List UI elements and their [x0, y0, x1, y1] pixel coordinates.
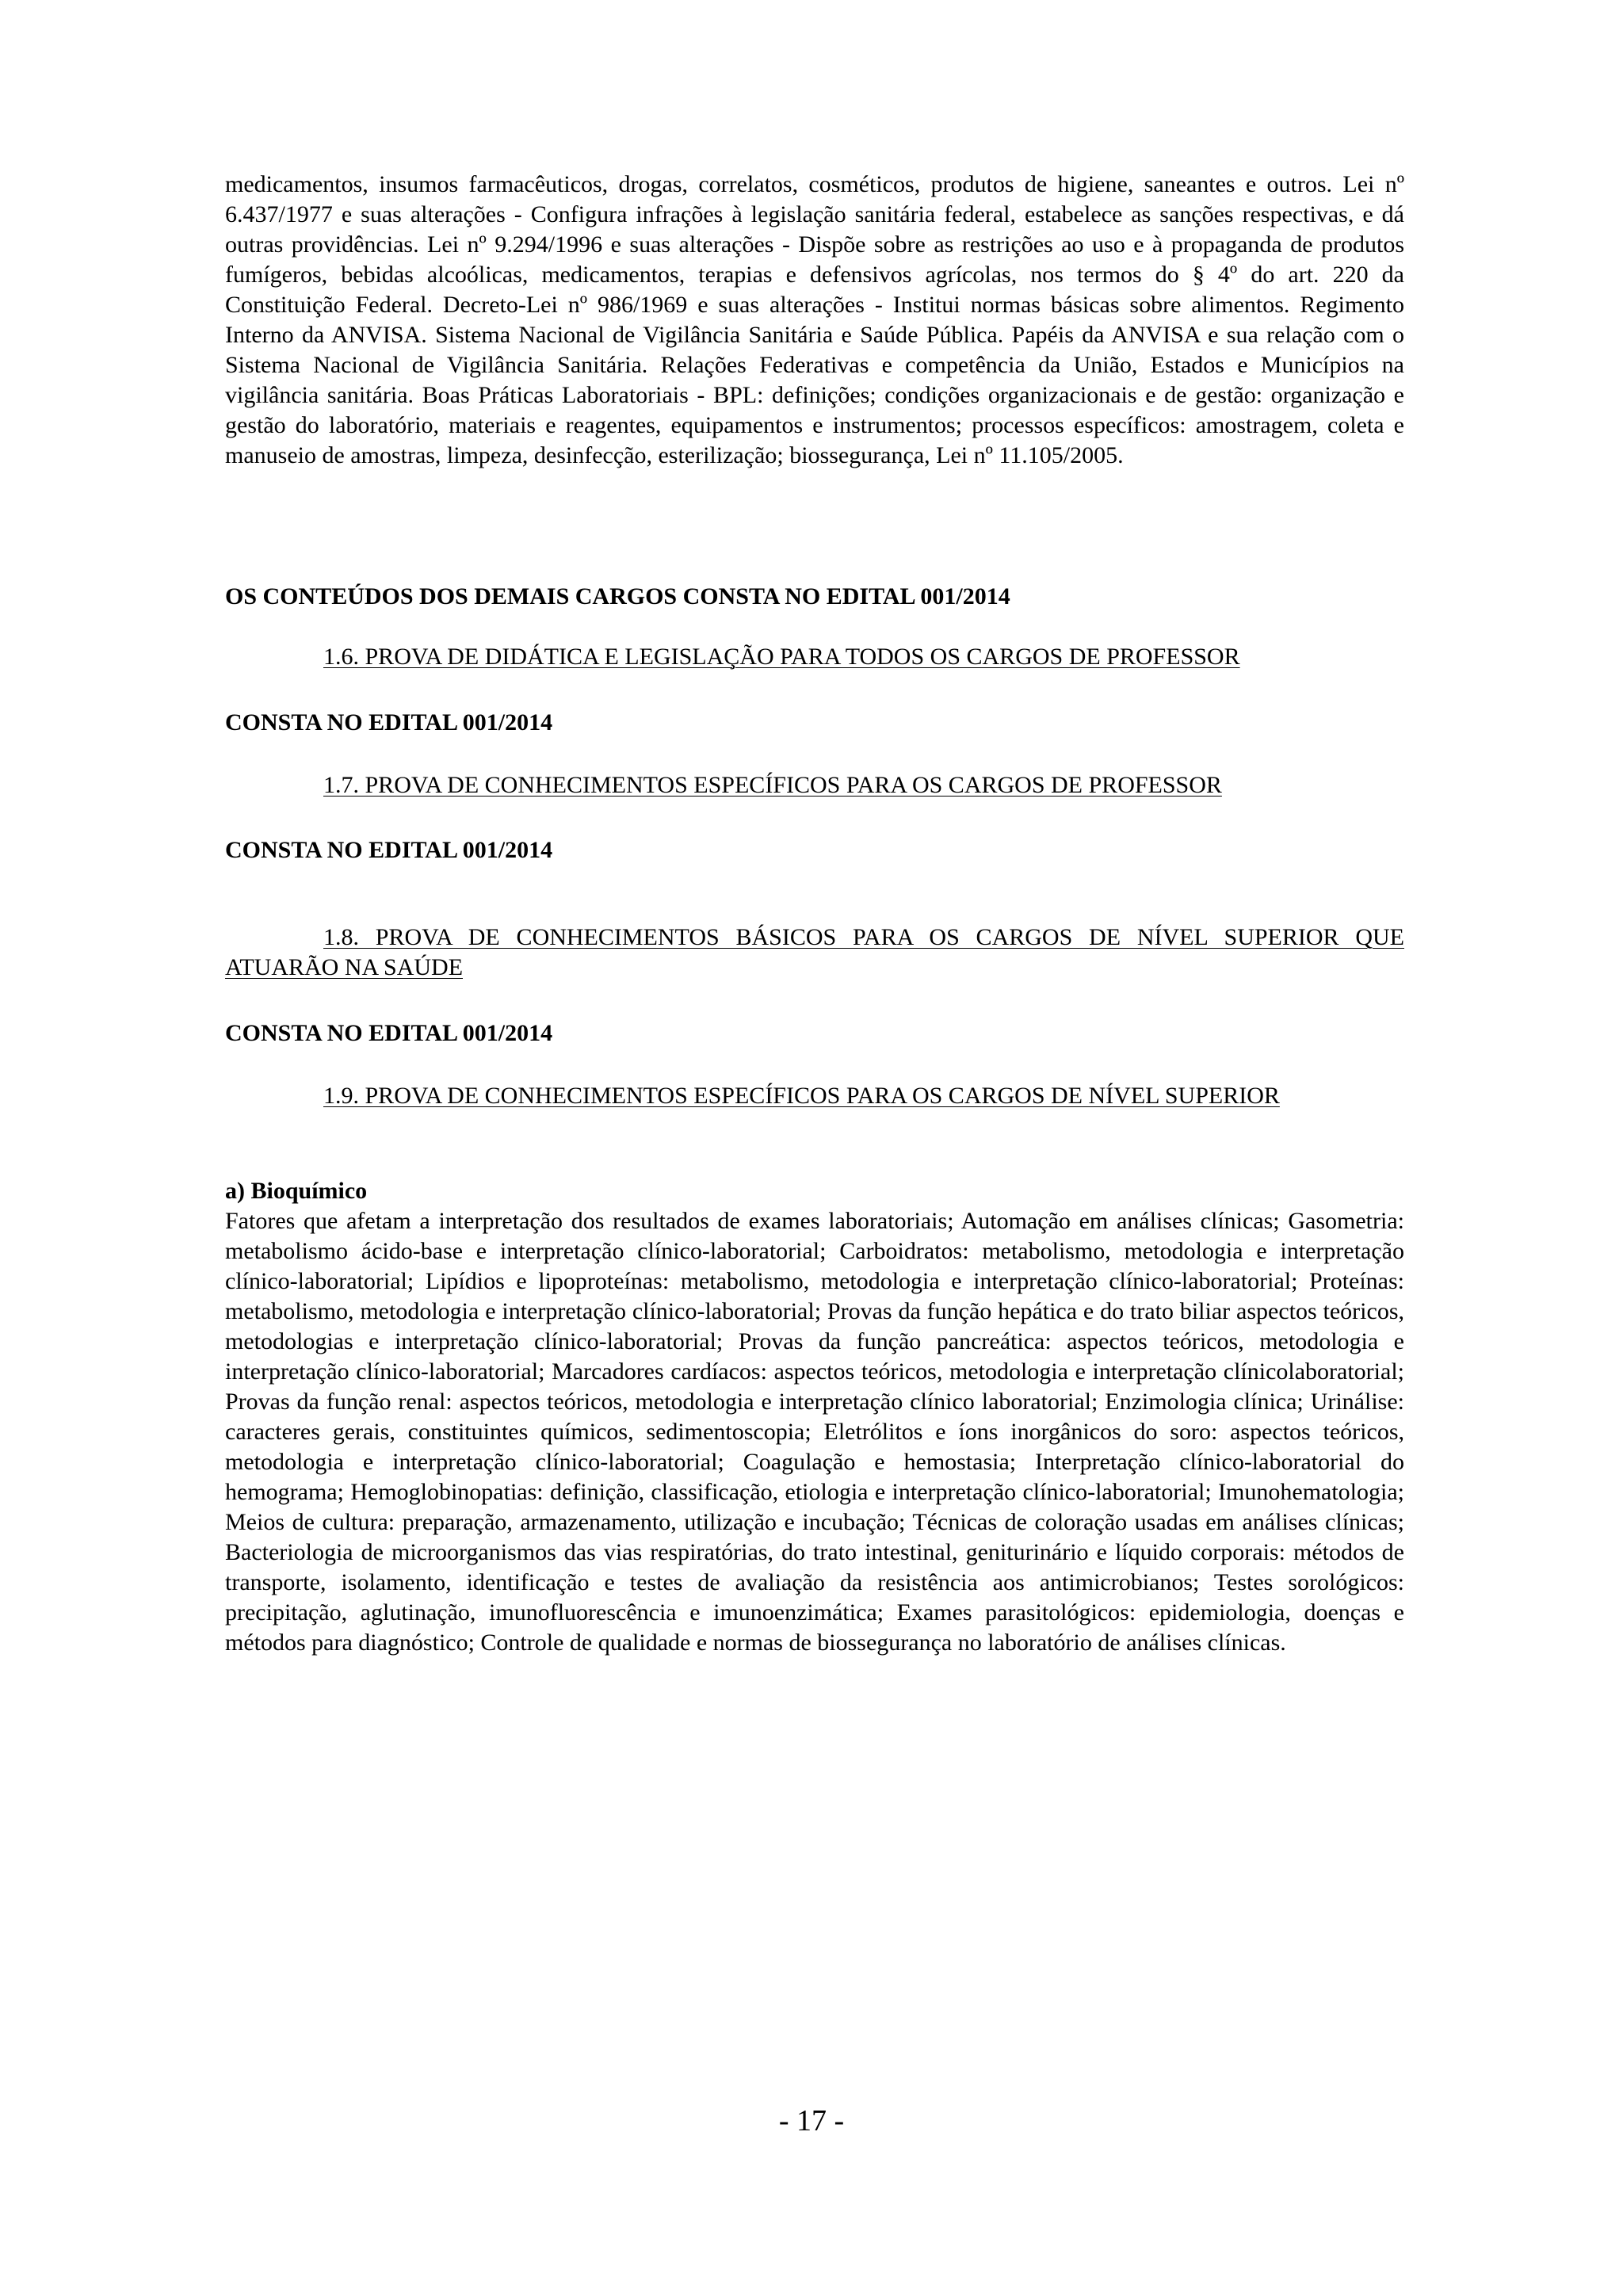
intro-paragraph: medicamentos, insumos farmacêuticos, drogas, correlatos, cosméticos, produtos de higiene, saneantes e outros. Lei nº 6.437/1977 e suas alterações - Configura infrações à legislação sanitária federal, estabelece as sanções respectivas, e dá outras providências. Lei nº 9.294/1996 e suas alterações - Dispõe sobre as restrições ao uso e à propaganda de produtos fumígeros, bebidas alcoólicas, medicamentos, terapias e defensivos agrícolas, nos termos do § 4º do art. 220 da Constituição Federal. Decreto-Lei nº 986/1969 e suas alterações - Institui normas básicas sobre alimentos. Regimento Interno da ANVISA. Sistema Nacional de Vigilância Sanitária e Saúde Pública. Papéis da ANVISA e sua relação com o Sistema Nacional de Vigilância Sanitária. Relações Federativas e competência da União, Estados e Municípios na vigilância sanitária. Boas Práticas Laboratoriais - BPL: definições; condições organizacionais e de gestão: organização e gestão do laboratório, materiais e reagentes, equipamentos e instrumentos; processos específicos: amostragem, coleta e manuseio de amostras, limpeza, desinfecção, esterilização; biossegurança, Lei nº 11.105/2005. — [225, 171, 1404, 468]
section-1-7-heading: 1.7. PROVA DE CONHECIMENTOS ESPECÍFICOS PARA OS CARGOS DE PROFESSOR — [323, 772, 1222, 798]
subsection-bioquimico-text: Fatores que afetam a interpretação dos resultados de exames laboratoriais; Automação em análises clínicas; Gasometria: metabolismo ácido-base e interpretação clínico-laboratorial; Carboidratos: metabolismo, metodologia e interpretação clínico-laboratorial; Lipídios e lipoproteínas: metabolismo, metodologia e interpretação clínico-laboratorial; Proteínas: metabolismo, metodologia e interpretação clínico-laboratorial; Provas da função hepática e do trato biliar aspectos teóricos, metodologias e interpretação clínico-laboratorial; Provas da função pancreática: aspectos teóricos, metodologia e interpretação clínico-laboratorial; Marcadores cardíacos: aspectos teóricos, metodologia e interpretação clínicolaboratorial; Provas da função renal: aspectos teóricos, metodologia e interpretação clínico laboratorial; Enzimologia clínica; Urinálise: caracteres gerais, constituintes químicos, sedimentoscopia; Eletrólitos e íons inorgânicos do soro: aspectos teóricos, metodologia e interpretação clínico-laboratorial; Coagulação e hemostasia; Interpretação clínico-laboratorial do hemograma; Hemoglobinopatias: definição, classificação, etiologia e interpretação clínico-laboratorial; Imunohematologia; Meios de cultura: preparação, armazenamento, utilização e incubação; Técnicas de coloração usadas em análises clínicas; Bacteriologia de microorganismos das vias respiratórias, do trato intestinal, geniturinário e líquido corporais: métodos de transporte, isolamento, identificação e testes de avaliação da resistência aos antimicrobianos; Testes sorológicos: precipitação, aglutinação, imunofluorescência e imunoenzimática; Exames parasitológicos: epidemiologia, doenças e métodos para diagnóstico; Controle de qualidade e normas de biossegurança no laboratório de análises clínicas. — [225, 1208, 1404, 1656]
demais-cargos-notice: OS CONTEÚDOS DOS DEMAIS CARGOS CONSTA NO EDITAL 001/2014 — [225, 583, 1010, 609]
section-1-8-heading: 1.8. PROVA DE CONHECIMENTOS BÁSICOS PARA OS CARGOS DE NÍVEL SUPERIOR QUE ATUARÃO NA SAÚDE — [225, 924, 1404, 980]
section-1-6-heading: 1.6. PROVA DE DIDÁTICA E LEGISLAÇÃO PARA TODOS OS CARGOS DE PROFESSOR — [323, 644, 1240, 670]
section-1-8-content: CONSTA NO EDITAL 001/2014 — [225, 1020, 553, 1046]
section-1-7-content: CONSTA NO EDITAL 001/2014 — [225, 837, 553, 863]
section-1-6-content: CONSTA NO EDITAL 001/2014 — [225, 709, 553, 735]
section-1-9-heading: 1.9. PROVA DE CONHECIMENTOS ESPECÍFICOS PARA OS CARGOS DE NÍVEL SUPERIOR — [323, 1083, 1280, 1109]
subsection-bioquimico-title: a) Bioquímico — [225, 1178, 368, 1204]
page-number: - 17 - — [778, 2104, 845, 2137]
